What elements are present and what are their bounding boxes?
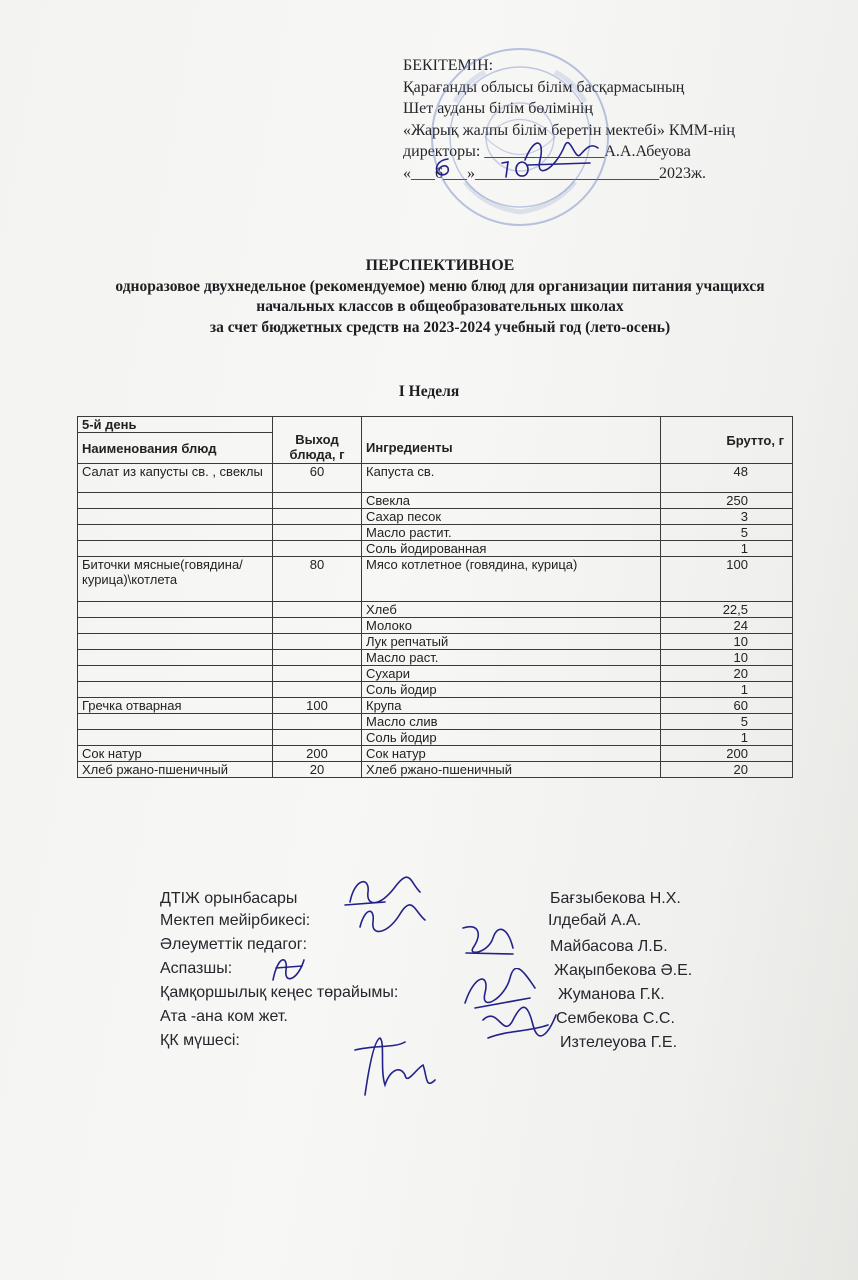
ingredient-cell: Мясо котлетное (говядина, курица) <box>362 557 661 602</box>
yield-cell: 200 <box>273 746 362 762</box>
table-row <box>78 714 793 730</box>
yield-cell <box>273 634 362 650</box>
handwritten-day <box>428 156 462 178</box>
yield-cell: 80 <box>273 557 362 602</box>
table-row <box>78 682 793 698</box>
yield-cell <box>273 493 362 509</box>
dish-cell <box>78 650 273 666</box>
gross-cell: 5 <box>661 714 793 730</box>
title-line: за счет бюджетных средств на 2023-2024 учебный год (лето-осень) <box>209 318 671 336</box>
day-label: 5-й день <box>78 417 273 433</box>
ingredient-cell: Соль йодир <box>362 730 661 746</box>
approval-line: Қарағанды облысы білім басқармасының <box>403 78 685 96</box>
signature-scribble <box>268 950 308 986</box>
ingredient-cell: Лук репчатый <box>362 634 661 650</box>
title-line: одноразовое двухнедельное (рекомендуемое) меню блюд для организации питания учащихся <box>115 277 765 295</box>
signature-name: Майбасова Л.Б. <box>550 938 668 955</box>
signature-row <box>160 1032 240 1050</box>
yield-cell <box>273 682 362 698</box>
gross-cell: 1 <box>661 730 793 746</box>
approval-line: БЕКІТЕМІН: <box>403 57 494 74</box>
dish-cell <box>78 730 273 746</box>
title-line: начальных классов в общеобразовательных школах <box>256 298 624 315</box>
dish-cell <box>78 525 273 541</box>
yield-cell <box>273 525 362 541</box>
signature-row <box>160 960 232 978</box>
approval-line: Шет ауданы білім бөлімінің <box>403 100 593 117</box>
yield-cell <box>273 602 362 618</box>
signature-name: Бағзыбекова Н.Х. <box>550 890 681 907</box>
approval-line: директоры: _______________А.А.Абеуова <box>403 143 691 160</box>
yield-cell <box>273 509 362 525</box>
signature-role: Қамқоршылық кеңес төрайымы: <box>160 984 399 1001</box>
gross-cell: 22,5 <box>661 602 793 618</box>
signature-name: Жақыпбекова Ә.Е. <box>554 962 693 979</box>
ingredient-cell: Капуста св. <box>362 464 661 493</box>
ingredient-cell: Сухари <box>362 666 661 682</box>
table-row <box>78 602 793 618</box>
table-row <box>78 541 793 557</box>
header-dish: Наименования блюд <box>78 433 273 464</box>
yield-cell: 60 <box>273 464 362 493</box>
menu-table <box>77 416 793 778</box>
title-main: ПЕРСПЕКТИВНОЕ <box>365 257 515 274</box>
dish-cell <box>78 682 273 698</box>
table-row <box>78 650 793 666</box>
signature-scribble <box>345 1030 445 1105</box>
dish-cell: Биточки мясные(говядина/курица)\котлета <box>78 557 273 602</box>
signature-role: Әлеуметтік педагог: <box>160 936 308 953</box>
signature-scribble <box>478 1000 558 1045</box>
signature-row <box>160 984 398 1002</box>
dish-cell <box>78 666 273 682</box>
signature-row <box>160 912 310 930</box>
yield-cell <box>273 541 362 557</box>
dish-cell <box>78 634 273 650</box>
table-row <box>78 634 793 650</box>
week-heading: I Неделя <box>398 383 460 400</box>
ingredient-cell: Свекла <box>362 493 661 509</box>
signature-row <box>160 890 297 908</box>
signature-role: ҚК мүшесі: <box>160 1032 240 1049</box>
gross-cell: 200 <box>661 746 793 762</box>
signature-role: Аспазшы: <box>160 960 233 977</box>
gross-cell: 5 <box>661 525 793 541</box>
handwritten-month <box>498 158 534 180</box>
signature-role: Ата -ана ком жет. <box>160 1008 288 1025</box>
ingredient-cell: Молоко <box>362 618 661 634</box>
dish-cell <box>78 714 273 730</box>
ingredient-cell: Хлеб <box>362 602 661 618</box>
document-title <box>60 256 820 338</box>
signature-role: Мектеп мейірбикесі: <box>160 912 311 929</box>
table-row <box>78 746 793 762</box>
table-row <box>78 666 793 682</box>
gross-cell: 1 <box>661 541 793 557</box>
ingredient-cell: Крупа <box>362 698 661 714</box>
gross-cell: 250 <box>661 493 793 509</box>
gross-cell: 20 <box>661 666 793 682</box>
dish-cell: Гречка отварная <box>78 698 273 714</box>
gross-cell: 60 <box>661 698 793 714</box>
dish-cell <box>78 509 273 525</box>
header-blank <box>362 417 661 433</box>
table-row <box>78 730 793 746</box>
yield-cell <box>273 666 362 682</box>
gross-cell: 20 <box>661 762 793 778</box>
signature-name: Изтелеуова Г.Е. <box>560 1034 678 1051</box>
dish-cell <box>78 602 273 618</box>
dish-cell: Салат из капусты св. , свеклы <box>78 464 273 493</box>
signature-scribble <box>458 918 518 958</box>
ingredient-cell: Соль йодированная <box>362 541 661 557</box>
gross-cell: 48 <box>661 464 793 493</box>
gross-cell: 24 <box>661 618 793 634</box>
gross-cell: 1 <box>661 682 793 698</box>
approval-line: «___6___»_______________________2023ж. <box>403 164 707 182</box>
table-row <box>78 762 793 778</box>
table-row <box>78 618 793 634</box>
header-gross: Брутто, г <box>661 417 793 464</box>
ingredient-cell: Сахар песок <box>362 509 661 525</box>
yield-cell: 20 <box>273 762 362 778</box>
dish-cell: Хлеб ржано-пшеничный <box>78 762 273 778</box>
signature-name: Жуманова Г.К. <box>558 986 665 1003</box>
table-row <box>78 493 793 509</box>
yield-cell: 100 <box>273 698 362 714</box>
ingredient-cell: Масло раст. <box>362 650 661 666</box>
dish-cell <box>78 618 273 634</box>
ingredient-cell: Соль йодир <box>362 682 661 698</box>
gross-cell: 100 <box>661 557 793 602</box>
signature-row <box>160 1008 288 1026</box>
table-row <box>78 464 793 493</box>
table-row <box>78 509 793 525</box>
approval-line: «Жарық жалпы білім беретін мектебі» КММ-нің <box>403 121 735 139</box>
signature-name: Ілдебай А.А. <box>548 912 642 929</box>
ingredient-cell: Хлеб ржано-пшеничный <box>362 762 661 778</box>
signature-name: Сембекова С.С. <box>556 1010 675 1027</box>
ingredient-cell: Сок натур <box>362 746 661 762</box>
yield-cell <box>273 650 362 666</box>
ingredient-cell: Масло слив <box>362 714 661 730</box>
dish-cell <box>78 493 273 509</box>
yield-cell <box>273 714 362 730</box>
table-row <box>78 557 793 602</box>
table-day-row <box>78 417 793 433</box>
gross-cell: 3 <box>661 509 793 525</box>
header-yield: Выход блюда, г <box>273 417 362 464</box>
table-row <box>78 525 793 541</box>
ingredient-cell: Масло растит. <box>362 525 661 541</box>
header-ingredients: Ингредиенты <box>362 433 661 464</box>
yield-cell <box>273 618 362 634</box>
yield-cell <box>273 730 362 746</box>
dish-cell: Сок натур <box>78 746 273 762</box>
signature-scribble <box>340 872 430 942</box>
gross-cell: 10 <box>661 634 793 650</box>
signature-role: ДТІЖ орынбасары <box>160 890 298 907</box>
gross-cell: 10 <box>661 650 793 666</box>
table-row <box>78 698 793 714</box>
dish-cell <box>78 541 273 557</box>
